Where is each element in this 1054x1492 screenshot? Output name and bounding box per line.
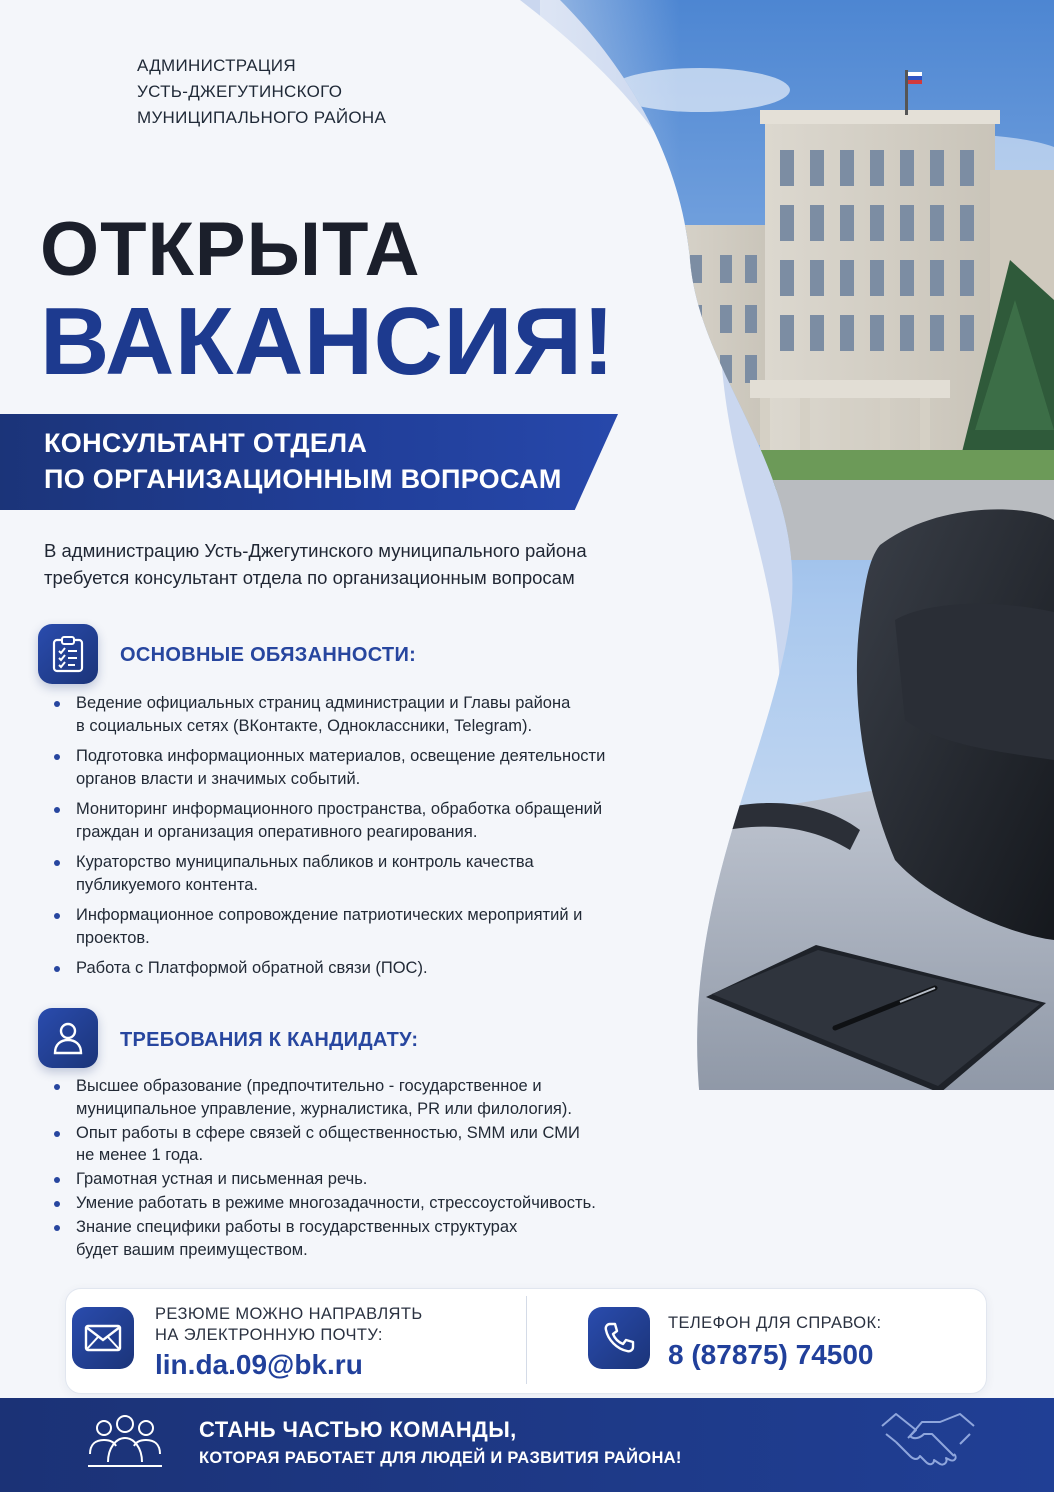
intro-text [44,537,587,591]
list-item: Информационное сопровождение патриотических мероприятий и проектов. [44,904,684,950]
list-item: Подготовка информационных материалов, освещение деятельности органов власти и значимых событий. [44,745,684,791]
list-item: Опыт работы в сфере связей с общественностью, SMM или СМИ не менее 1 года. [44,1122,684,1167]
team-icon [86,1414,164,1477]
email-caption: РЕЗЮМЕ МОЖНО НАПРАВЛЯТЬ НА ЭЛЕКТРОННУЮ ПОЧТУ: [155,1305,423,1344]
intro-line: требуется консультант отдела по организационным вопросам [44,567,575,588]
phone-number[interactable]: 8 (87875) 74500 [668,1339,874,1370]
position-line: КОНСУЛЬТАНТ ОТДЕЛА [44,428,368,458]
duties-title: ОСНОВНЫЕ ОБЯЗАННОСТИ: [120,644,417,666]
list-item: Грамотная устная и письменная речь. [44,1168,684,1191]
duties-list [44,692,684,987]
list-item: Высшее образование (предпочтительно - государственное и муниципальное управление, журналистика, PR или филология). [44,1075,684,1120]
footer-slogan: СТАНЬ ЧАСТЬЮ КОМАНДЫ, [199,1417,517,1442]
list-item: Работа с Платформой обратной связи (ПОС). [44,957,684,980]
org-line: АДМИНИСТРАЦИЯ [137,56,296,75]
intro-line: В администрацию Усть-Джегутинского муниципального района [44,540,587,561]
headline-open: ОТКРЫТА [40,207,421,292]
position-line: ПО ОРГАНИЗАЦИОННЫМ ВОПРОСАМ [44,464,562,494]
contact-divider [526,1296,527,1384]
list-item: Мониторинг информационного пространства, обработка обращений граждан и организация оперативного реагирования. [44,798,684,844]
position-title [44,425,562,497]
list-item: Кураторство муниципальных пабликов и контроль качества публикуемого контента. [44,851,684,897]
phone-caption: ТЕЛЕФОН ДЛЯ СПРАВОК: [668,1314,882,1332]
requirements-title: ТРЕБОВАНИЯ К КАНДИДАТУ: [120,1029,419,1051]
clipboard-checklist-icon [38,624,98,684]
phone-icon [588,1307,650,1369]
org-line: УСТЬ-ДЖЕГУТИНСКОГО [137,82,343,101]
envelope-icon [72,1307,134,1369]
org-line: МУНИЦИПАЛЬНОГО РАЙОНА [137,108,387,127]
list-item: Умение работать в режиме многозадачности, стрессоустойчивость. [44,1192,684,1215]
email-link[interactable]: lin.da.09@bk.ru [155,1349,363,1380]
requirements-list [44,1075,684,1263]
organization-name [137,53,386,131]
list-item: Ведение официальных страниц администрации и Главы района в социальных сетях (ВКонтакте, Одноклассники, Telegram). [44,692,684,738]
user-icon [38,1008,98,1068]
list-item: Знание специфики работы в государственных структурах будет вашим преимуществом. [44,1216,684,1261]
headline-vacancy: ВАКАНСИЯ! [40,288,615,395]
handshake-icon [878,1408,978,1487]
footer-subslogan: КОТОРАЯ РАБОТАЕТ ДЛЯ ЛЮДЕЙ И РАЗВИТИЯ РАЙОНА! [199,1449,682,1467]
